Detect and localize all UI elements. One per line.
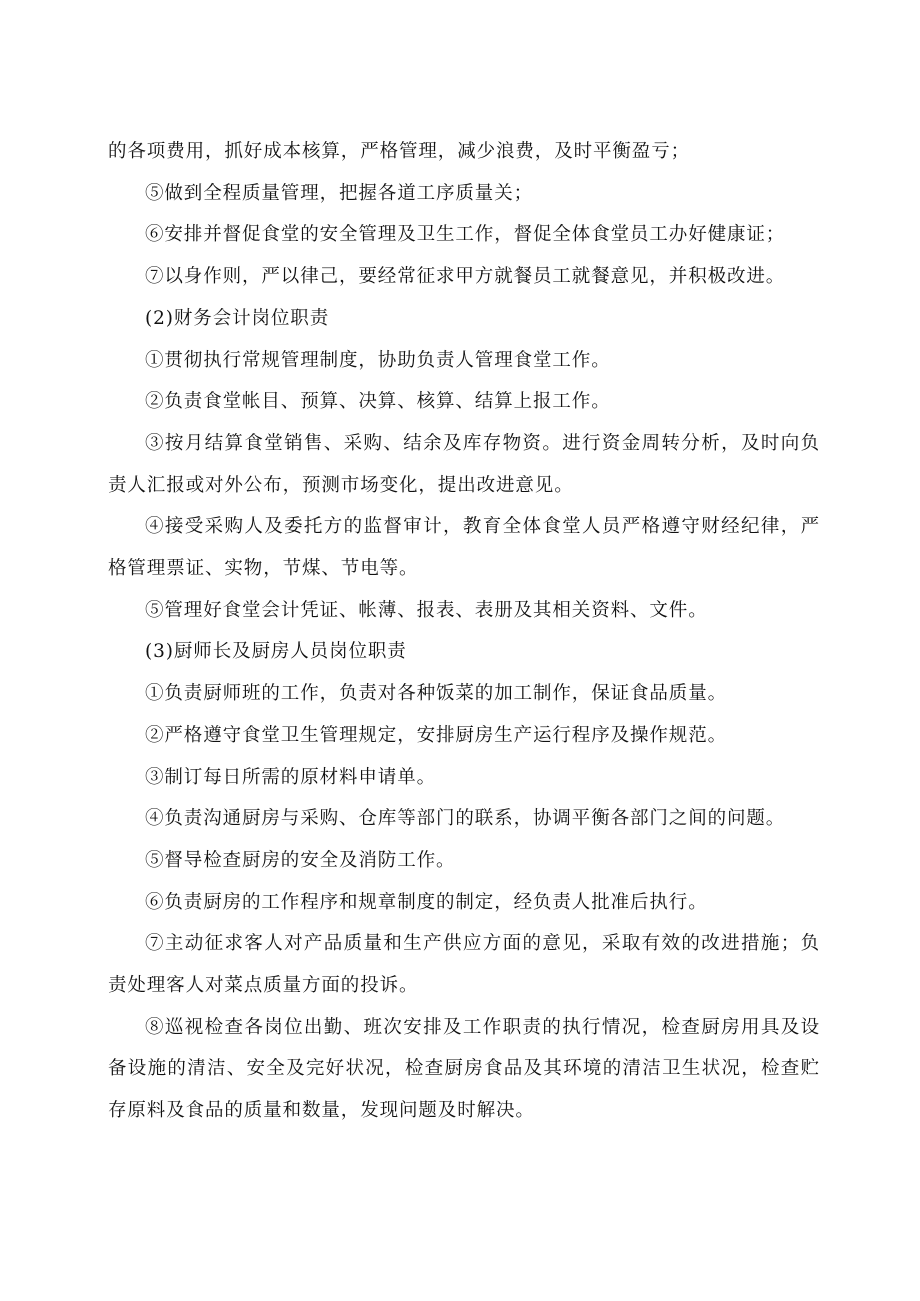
paragraph-finance-2: ②负责食堂帐目、预算、决算、核算、结算上报工作。: [145, 391, 611, 413]
document-body: [108, 131, 820, 1132]
paragraph-kitchen-3: ③制订每日所需的原材料申请单。: [145, 766, 437, 788]
paragraph-kitchen-5: ⑤督导检查厨房的安全及消防工作。: [145, 849, 456, 871]
section-heading-finance: (2)财务会计岗位职责: [145, 307, 330, 329]
section-heading-kitchen: (3)厨师长及厨房人员岗位职责: [145, 641, 407, 663]
paragraph-kitchen-4: ④负责沟通厨房与采购、仓库等部门的联系，协调平衡各部门之间的问题。: [145, 808, 786, 830]
paragraph-kitchen-6: ⑥负责厨房的工作程序和规章制度的制定，经负责人批准后执行。: [145, 891, 708, 913]
paragraph-continuation: 的各项费用，抓好成本核算，严格管理，减少浪费，及时平衡盈亏；: [108, 141, 691, 162]
paragraph-finance-3: ③按月结算食堂销售、采购、结余及库存物资。进行资金周转分析，及时向负责人汇报或对外公布，预测市场变化，提出改进意见。: [108, 432, 820, 496]
paragraph-finance-5: ⑤管理好食堂会计凭证、帐薄、报表、表册及其相关资料、文件。: [145, 599, 708, 621]
paragraph-kitchen-1: ①负责厨师班的工作，负责对各种饭菜的加工制作，保证食品质量。: [145, 683, 728, 705]
paragraph-finance-1: ①贯彻执行常规管理制度，协助负责人管理食堂工作。: [145, 349, 611, 371]
paragraph-item-7-example: ⑦以身作则，严以律己，要经常征求甲方就餐员工就餐意见，并积极改进。: [145, 266, 786, 288]
paragraph-finance-4: ④接受采购人及委托方的监督审计，教育全体食堂人员严格遵守财经纪律，严格管理票证、实物，节煤、节电等。: [108, 516, 820, 580]
paragraph-item-5-quality: ⑤做到全程质量管理，把握各道工序质量关；: [145, 182, 534, 204]
paragraph-kitchen-8: ⑧巡视检查各岗位出勤、班次安排及工作职责的执行情况，检查厨房用具及设备设施的清洁、安全及完好状况，检查厨房食品及其环境的清洁卫生状况，检查贮存原料及食品的质量和数量，发现问题及时解决。: [108, 1016, 820, 1122]
paragraph-kitchen-7: ⑦主动征求客人对产品质量和生产供应方面的意见，采取有效的改进措施；负责处理客人对菜点质量方面的投诉。: [108, 933, 820, 997]
paragraph-kitchen-2: ②严格遵守食堂卫生管理规定，安排厨房生产运行程序及操作规范。: [145, 724, 728, 746]
paragraph-item-6-safety: ⑥安排并督促食堂的安全管理及卫生工作，督促全体食堂员工办好健康证；: [145, 224, 786, 246]
